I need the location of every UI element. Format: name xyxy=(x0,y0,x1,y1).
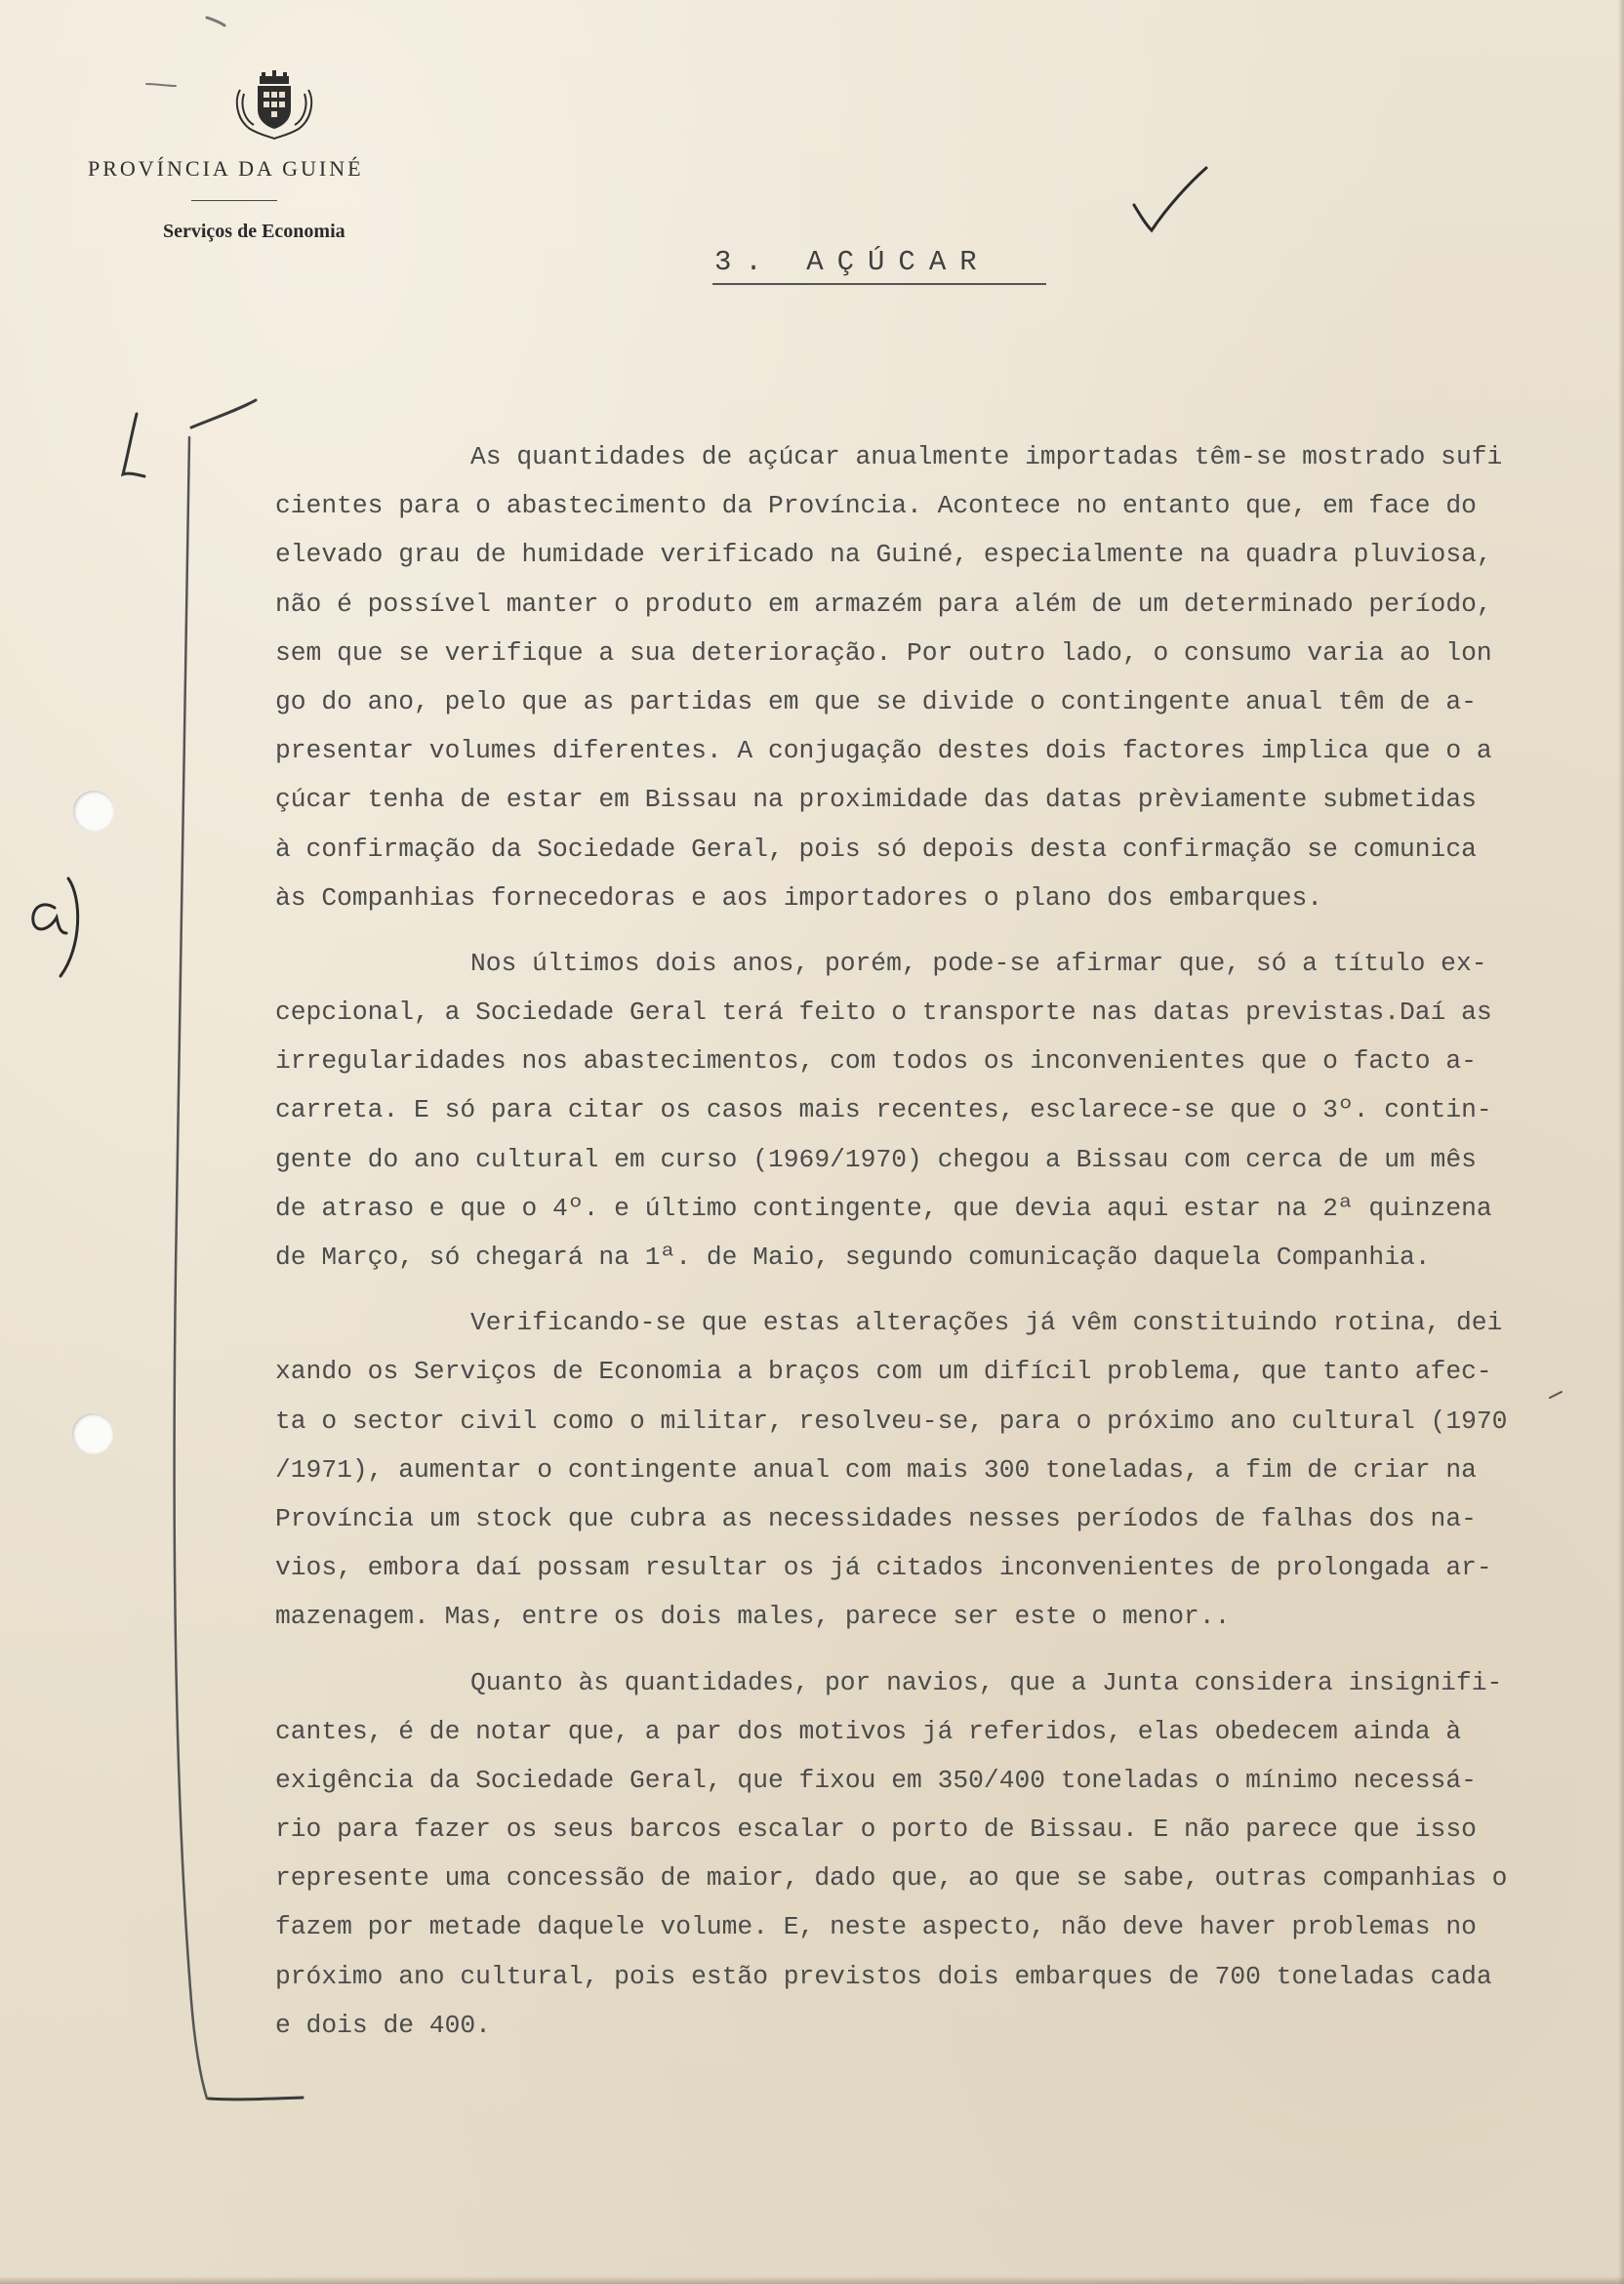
corner-mark xyxy=(207,18,224,25)
pencil-tick-mark xyxy=(123,414,144,476)
text-line: sem que se verifique a sua deterioração. Por outro lado, o consumo varia ao lon xyxy=(275,637,1492,668)
text-line: às Companhias fornecedoras e aos importadores o plano dos embarques. xyxy=(275,882,1323,913)
text-line: Verificando-se que estas alterações já vêm constituindo rotina, dei xyxy=(470,1308,1503,1338)
paragraph-1 xyxy=(275,432,1563,922)
text-line: à confirmação da Sociedade Geral, pois só depois desta confirmação se comunica xyxy=(275,834,1477,864)
text-line: não é possível manter o produto em armazém para além de um determinado período, xyxy=(275,589,1492,619)
letterhead-department: Serviços de Economia xyxy=(163,221,345,242)
text-line: presentar volumes diferentes. A conjugação destes dois factores implica que o a xyxy=(275,736,1492,766)
paragraph-4 xyxy=(275,1658,1563,2051)
text-line: mazenagem. Mas, entre os dois males, parece ser este o menor.. xyxy=(275,1602,1231,1632)
bracket-bottom-stroke xyxy=(209,2098,303,2100)
text-line: e dois de 400. xyxy=(275,2010,491,2040)
text-line: cientes para o abastecimento da Província. Acontece no entanto que, em face do xyxy=(275,491,1477,521)
text-line: ta o sector civil como o militar, resolveu-se, para o próximo ano cultural (1970 xyxy=(275,1406,1508,1436)
paragraph-2 xyxy=(275,939,1563,1282)
coat-of-arms-icon xyxy=(230,70,318,143)
text-line: As quantidades de açúcar anualmente importadas têm-se mostrado sufi xyxy=(470,442,1503,471)
text-line: de Março, só chegará na 1ª. de Maio, segundo comunicação daquela Companhia. xyxy=(275,1243,1431,1272)
letterhead-province: PROVÍNCIA DA GUINÉ xyxy=(88,156,364,181)
document-body xyxy=(275,432,1563,2066)
letterhead-divider xyxy=(191,200,277,201)
text-line: Nos últimos dois anos, porém, pode-se afirmar que, só a título ex- xyxy=(470,948,1487,978)
text-line: carreta. E só para citar os casos mais recentes, esclarece-se que o 3º. contin- xyxy=(275,1095,1492,1125)
text-line: Quanto às quantidades, por navios, que a Junta considera insignifi- xyxy=(470,1667,1503,1697)
page-edge-right xyxy=(1618,0,1624,2284)
text-line: Província um stock que cubra as necessidades nesses períodos de falhas dos na- xyxy=(275,1503,1477,1533)
text-line: elevado grau de humidade verificado na Guiné, especialmente na quadra pluviosa, xyxy=(275,540,1492,570)
text-line: exigência da Sociedade Geral, que fixou em 350/400 toneladas o mínimo necessá- xyxy=(275,1765,1477,1795)
bracket-top-stroke xyxy=(191,400,256,428)
text-line: cantes, é de notar que, a par dos motivos já referidos, elas obedecem ainda à xyxy=(275,1716,1462,1746)
text-line: go do ano, pelo que as partidas em que se divide o contingente anual têm de a- xyxy=(275,686,1477,716)
text-line: irregularidades nos abastecimentos, com todos os inconvenientes que o facto a- xyxy=(275,1046,1477,1077)
checkmark-icon xyxy=(1134,168,1206,230)
punch-hole xyxy=(72,1413,113,1454)
bracket-vertical-stroke xyxy=(175,437,207,2099)
text-line: çúcar tenha de estar em Bissau na proximidade das datas prèviamente submetidas xyxy=(275,785,1477,815)
document-title: 3. AÇÚCAR xyxy=(714,246,991,278)
text-line: próximo ano cultural, pois estão previstos dois embarques de 700 toneladas cada xyxy=(275,1961,1492,1991)
text-line: fazem por metade daquele volume. E, neste aspecto, não deve haver problemas no xyxy=(275,1912,1477,1942)
corner-mark xyxy=(146,84,176,86)
text-line: /1971), aumentar o contingente anual com mais 300 toneladas, a fim de criar na xyxy=(275,1454,1477,1485)
page-edge-bottom xyxy=(0,2276,1624,2284)
text-line: xando os Serviços de Economia a braços com um difícil problema, que tanto afec- xyxy=(275,1357,1492,1387)
punch-hole xyxy=(73,791,114,832)
text-line: represente uma concessão de maior, dado que, ao que se sabe, outras companhias o xyxy=(275,1863,1508,1894)
text-line: cepcional, a Sociedade Geral terá feito o transporte nas datas previstas.Daí as xyxy=(275,998,1492,1028)
paragraph-3 xyxy=(275,1298,1563,1641)
title-underline xyxy=(712,283,1046,285)
text-line: vios, embora daí possam resultar os já citados inconvenientes de prolongada ar- xyxy=(275,1553,1492,1583)
text-line: rio para fazer os seus barcos escalar o porto de Bissau. E não parece que isso xyxy=(275,1815,1477,1845)
text-line: de atraso e que o 4º. e último contingente, que devia aqui estar na 2ª quinzena xyxy=(275,1193,1492,1223)
text-line: gente do ano cultural em curso (1969/1970) chegou a Bissau com cerca de um mês xyxy=(275,1144,1477,1174)
margin-annotation-a xyxy=(33,878,78,976)
